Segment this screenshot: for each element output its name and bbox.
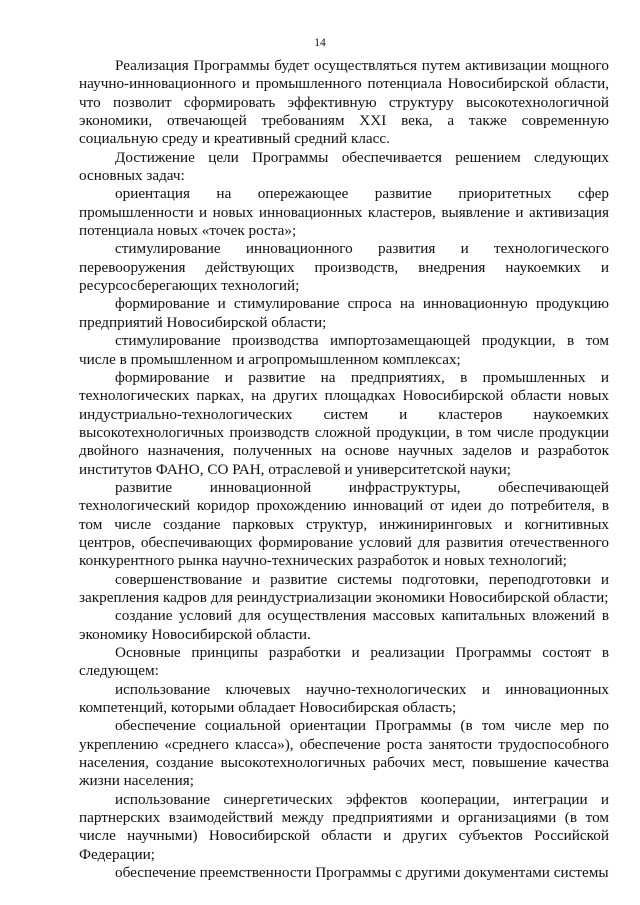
paragraph-goal-tasks-intro: Достижение цели Программы обеспечивается решением следующих основных задач: [79,148,609,185]
principle-item-social-orientation: обеспечение социальной ориентации Программы (в том числе мер по укреплению «среднего класса»), обеспечение роста занятости трудоспособного населения, создание высокотехнологичных рабочих мест, повышение качества жизни населения; [79,717,609,790]
principle-item-key-competencies: использование ключевых научно-технологических и инновационных компетенций, которыми обладает Новосибирская область; [79,680,609,717]
paragraph-principles-intro: Основные принципы разработки и реализации Программы состоят в следующем: [79,644,609,680]
document-body [79,57,609,882]
task-item-innovation-infrastructure: развитие инновационной инфраструктуры, обеспечивающей технологический коридор прохождению инноваций от идеи до потребителя, в том числе создание парковых структур, инжиниринговых и когнитивных центров, обеспечивающих формирование условий для развития отечественного конкурентного рынка научно-технических разработок и новых технологий; [79,478,609,570]
task-item-demand-formation: формирование и стимулирование спроса на инновационную продукцию предприятий Новосибирской области; [79,295,609,331]
task-item-import-substitution: стимулирование производства импортозамещающей продукции, в том числе в промышленном и агропромышленном комплексах; [79,332,609,368]
page-number: 14 [314,37,326,49]
task-item-capital-investment: создание условий для осуществления массовых капитальных вложений в экономику Новосибирской области. [79,607,609,643]
task-item-industrial-clusters: формирование и развитие на предприятиях, в промышленных и технологических парках, на других площадках Новосибирской области новых индустриально-технологических систем и кластеров наукоемких высокотехнологичных производств сложной продукции, в том числе продукции двойного назначения, полученных на основе научных заделов и разработок институтов ФАНО, СО РАН, отраслевой и университетской науки; [79,368,609,478]
paragraph-program-implementation: Реализация Программы будет осуществляться путем активизации мощного научно-инновационного и промышленного потенциала Новосибирской области, что позволит сформировать эффективную структуру высокотехнологичной экономики, отвечающей требованиям XXI века, а также современную социальную среду и креативный средний класс. [79,57,609,148]
task-item-personnel-training: совершенствование и развитие системы подготовки, переподготовки и закрепления кадров для реиндустриализации экономики Новосибирской области; [79,570,609,606]
task-item-priority-development: ориентация на опережающее развитие приоритетных сфер промышленности и новых инновационных кластеров, выявление и активизация потенциала новых «точек роста»; [79,185,609,240]
principle-item-synergy-effects: использование синергетических эффектов кооперации, интеграции и партнерских взаимодействий между предприятиями и организациями (в том числе научными) Новосибирской области и других субъектов Российской Федерации; [79,790,609,863]
task-item-innovation-stimulation: стимулирование инновационного развития и технологического перевооружения действующих производств, внедрения наукоемких и ресурсосберегающих технологий; [79,240,609,295]
principle-item-continuity: обеспечение преемственности Программы с другими документами системы [115,864,609,882]
